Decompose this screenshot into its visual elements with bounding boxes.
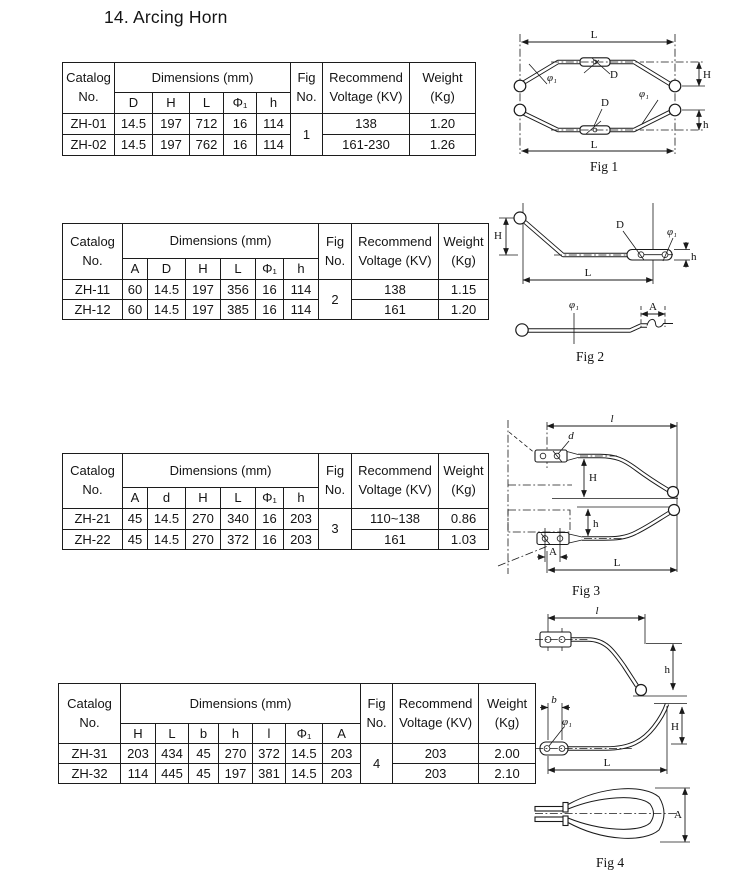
fig1-label-L-bottom: L bbox=[590, 139, 598, 151]
fig1-ball-left-bottom bbox=[514, 104, 526, 116]
cell-voltage: 138 bbox=[323, 114, 410, 135]
table-row bbox=[63, 135, 476, 156]
header-weight: Weight (Kg) bbox=[439, 224, 489, 280]
fig1-label-D-top: D bbox=[610, 69, 618, 81]
cell-dim: 197 bbox=[186, 280, 221, 300]
fig3-label-d: d bbox=[568, 430, 574, 442]
fig1-label-h: h bbox=[703, 119, 709, 131]
cell-weight: 1.20 bbox=[439, 300, 489, 320]
dim-col-header: H bbox=[153, 93, 190, 114]
header-fig-no: Fig No. bbox=[291, 63, 323, 114]
dim-col-header: L bbox=[156, 724, 189, 744]
cell-dim: 197 bbox=[153, 135, 190, 156]
cell-fig-no: 2 bbox=[319, 280, 352, 320]
fig1-label-phi1-top: φ₁ bbox=[547, 72, 557, 84]
page-title: 14. Arcing Horn bbox=[104, 7, 228, 27]
table-row bbox=[63, 114, 476, 135]
header-voltage: Recommend Voltage (KV) bbox=[323, 63, 410, 114]
cell-weight: 2.00 bbox=[479, 744, 536, 764]
cell-dim: 114 bbox=[284, 300, 319, 320]
fig2-label-A: A bbox=[649, 301, 657, 313]
dim-col-header: h bbox=[284, 259, 319, 280]
fig3-dimensions bbox=[537, 426, 677, 570]
fig4-ball bbox=[636, 685, 647, 696]
header-fig-no: Fig No. bbox=[319, 454, 352, 509]
fig2-label-H: H bbox=[494, 230, 502, 242]
cell-dim: 60 bbox=[123, 280, 148, 300]
fig3-label-l: l bbox=[610, 413, 614, 425]
cell-fig-no: 3 bbox=[319, 509, 352, 550]
dim-col-header: Φ₁ bbox=[256, 259, 284, 280]
fig3-label-H: H bbox=[589, 472, 597, 484]
dim-col-header: Φ₁ bbox=[286, 724, 323, 744]
cell-dim: 114 bbox=[284, 280, 319, 300]
dim-col-header: L bbox=[221, 259, 256, 280]
spec-table-fig2 bbox=[62, 223, 489, 320]
fig1-label-phi1-bottom: φ₁ bbox=[639, 88, 649, 100]
cell-voltage: 161 bbox=[352, 300, 439, 320]
cell-dim: 381 bbox=[253, 764, 286, 784]
cell-dim: 762 bbox=[190, 135, 224, 156]
cell-dim: 372 bbox=[221, 530, 256, 550]
fig1-bottom-horn bbox=[514, 100, 681, 134]
fig4-drawing bbox=[492, 600, 748, 852]
cell-weight: 0.86 bbox=[439, 509, 489, 530]
cell-dim: 712 bbox=[190, 114, 224, 135]
fig2-caption: Fig 2 bbox=[576, 349, 605, 364]
dim-col-header: d bbox=[148, 488, 186, 509]
fig1-dimensions bbox=[522, 42, 700, 151]
cell-catalog: ZH-11 bbox=[63, 280, 123, 300]
cell-dim: 14.5 bbox=[148, 530, 186, 550]
fig3-ball-bottom bbox=[669, 505, 680, 516]
cell-voltage: 203 bbox=[393, 744, 479, 764]
cell-dim: 356 bbox=[221, 280, 256, 300]
fig4-view1 bbox=[535, 614, 687, 696]
cell-voltage: 161-230 bbox=[323, 135, 410, 156]
dim-col-header: D bbox=[115, 93, 153, 114]
fig3-label-h: h bbox=[593, 518, 599, 530]
fig3-extension-lines bbox=[498, 420, 677, 574]
dim-col-header: A bbox=[123, 259, 148, 280]
cell-dim: 14.5 bbox=[148, 300, 186, 320]
fig4-caption: Fig 4 bbox=[596, 855, 625, 870]
fig4-label-H: H bbox=[671, 721, 679, 733]
fig3-label-L: L bbox=[613, 557, 621, 569]
fig1-extension-lines bbox=[520, 34, 705, 154]
header-dimensions: Dimensions (mm) bbox=[121, 684, 361, 724]
dim-col-header: b bbox=[189, 724, 219, 744]
fig1-label-D-bottom: D bbox=[601, 97, 609, 109]
fig3-label-A: A bbox=[549, 546, 557, 558]
cell-dim: 14.5 bbox=[286, 744, 323, 764]
header-weight: Weight (Kg) bbox=[439, 454, 489, 509]
cell-dim: 60 bbox=[123, 300, 148, 320]
cell-dim: 14.5 bbox=[148, 509, 186, 530]
table-row bbox=[59, 744, 536, 764]
fig4-view3 bbox=[535, 788, 690, 842]
header-dimensions: Dimensions (mm) bbox=[115, 63, 291, 93]
dim-col-header: h bbox=[219, 724, 253, 744]
fig1-ball-right-bottom bbox=[669, 104, 681, 116]
cell-dim: 197 bbox=[153, 114, 190, 135]
cell-dim: 45 bbox=[189, 744, 219, 764]
header-voltage: Recommend Voltage (KV) bbox=[352, 454, 439, 509]
cell-catalog: ZH-32 bbox=[59, 764, 121, 784]
cell-dim: 203 bbox=[323, 764, 361, 784]
cell-weight: 1.03 bbox=[439, 530, 489, 550]
cell-dim: 45 bbox=[189, 764, 219, 784]
spec-table-fig1 bbox=[62, 62, 476, 156]
fig2-dimensions bbox=[506, 218, 686, 314]
header-fig-no: Fig No. bbox=[361, 684, 393, 744]
fig4-label-A: A bbox=[674, 809, 682, 821]
cell-dim: 16 bbox=[224, 114, 257, 135]
header-weight: Weight (Kg) bbox=[410, 63, 476, 114]
cell-dim: 270 bbox=[186, 509, 221, 530]
cell-catalog: ZH-02 bbox=[63, 135, 115, 156]
fig1-label-H: H bbox=[703, 69, 711, 81]
cell-dim: 203 bbox=[121, 744, 156, 764]
header-dimensions: Dimensions (mm) bbox=[123, 224, 319, 259]
cell-catalog: ZH-31 bbox=[59, 744, 121, 764]
dim-col-header: L bbox=[221, 488, 256, 509]
dim-col-header: D bbox=[148, 259, 186, 280]
dim-col-header: h bbox=[284, 488, 319, 509]
fig3-drawing bbox=[492, 410, 748, 578]
fig3-lower-horn bbox=[537, 505, 680, 563]
cell-catalog: ZH-22 bbox=[63, 530, 123, 550]
fig3-upper-horn bbox=[535, 441, 679, 499]
table-row bbox=[59, 764, 536, 784]
cell-dim: 14.5 bbox=[148, 280, 186, 300]
cell-dim: 197 bbox=[186, 300, 221, 320]
header-dimensions: Dimensions (mm) bbox=[123, 454, 319, 488]
cell-dim: 270 bbox=[186, 530, 221, 550]
dim-col-header: Φ₁ bbox=[224, 93, 257, 114]
cell-dim: 16 bbox=[256, 300, 284, 320]
fig2-extension-lines bbox=[499, 203, 690, 284]
dim-col-header: A bbox=[123, 488, 148, 509]
fig2-label-h: h bbox=[691, 251, 697, 263]
fig1-ball-left-top bbox=[514, 80, 526, 92]
cell-dim: 445 bbox=[156, 764, 189, 784]
cell-dim: 16 bbox=[224, 135, 257, 156]
fig4-view2 bbox=[535, 703, 687, 774]
cell-dim: 114 bbox=[257, 114, 291, 135]
cell-dim: 203 bbox=[284, 530, 319, 550]
cell-fig-no: 1 bbox=[291, 114, 323, 156]
spec-table-fig3 bbox=[62, 453, 489, 550]
fig2-ball bbox=[514, 212, 526, 224]
header-voltage: Recommend Voltage (KV) bbox=[352, 224, 439, 280]
fig1-label-L-top: L bbox=[590, 29, 598, 41]
fig4-label-l: l bbox=[595, 605, 599, 617]
dim-col-header: A bbox=[323, 724, 361, 744]
cell-catalog: ZH-01 bbox=[63, 114, 115, 135]
dim-col-header: Φ₁ bbox=[256, 488, 284, 509]
cell-dim: 14.5 bbox=[115, 135, 153, 156]
fig3-clamp-top bbox=[535, 450, 567, 462]
dim-col-header: L bbox=[190, 93, 224, 114]
cell-dim: 203 bbox=[284, 509, 319, 530]
fig4-label-L: L bbox=[603, 757, 611, 769]
header-catalog-no: Catalog No. bbox=[63, 224, 123, 280]
fig3-phantom-box bbox=[508, 510, 570, 532]
header-weight: Weight (Kg) bbox=[479, 684, 536, 744]
cell-dim: 16 bbox=[256, 280, 284, 300]
dim-col-header: l bbox=[253, 724, 286, 744]
fig2-upper-horn bbox=[514, 212, 673, 261]
fig4-label-phi1: φ₁ bbox=[562, 716, 572, 728]
fig3-caption: Fig 3 bbox=[572, 583, 601, 598]
cell-dim: 270 bbox=[219, 744, 253, 764]
fig1-caption: Fig 1 bbox=[590, 159, 619, 174]
cell-weight: 2.10 bbox=[479, 764, 536, 784]
fig2-label-phi1-bottom: φ₁ bbox=[569, 299, 579, 311]
fig2-label-D: D bbox=[616, 219, 624, 231]
cell-weight: 1.20 bbox=[410, 114, 476, 135]
fig2-ball-side bbox=[516, 324, 528, 336]
cell-dim: 16 bbox=[256, 509, 284, 530]
cell-dim: 45 bbox=[123, 530, 148, 550]
header-catalog-no: Catalog No. bbox=[63, 454, 123, 509]
cell-dim: 340 bbox=[221, 509, 256, 530]
cell-dim: 114 bbox=[121, 764, 156, 784]
fig1-ball-right-top bbox=[669, 80, 681, 92]
fig2-drawing bbox=[492, 198, 748, 350]
fig4-label-b: b bbox=[551, 694, 557, 706]
cell-voltage: 138 bbox=[352, 280, 439, 300]
cell-weight: 1.26 bbox=[410, 135, 476, 156]
header-catalog-no: Catalog No. bbox=[59, 684, 121, 744]
cell-dim: 372 bbox=[253, 744, 286, 764]
cell-dim: 197 bbox=[219, 764, 253, 784]
cell-dim: 14.5 bbox=[115, 114, 153, 135]
table-row bbox=[63, 530, 489, 550]
fig2-label-phi1-top: φ₁ bbox=[667, 226, 677, 238]
dim-col-header: h bbox=[257, 93, 291, 114]
table-row bbox=[63, 300, 489, 320]
cell-dim: 14.5 bbox=[286, 764, 323, 784]
cell-dim: 45 bbox=[123, 509, 148, 530]
cell-dim: 434 bbox=[156, 744, 189, 764]
cell-voltage: 161 bbox=[352, 530, 439, 550]
fig1-top-horn bbox=[514, 58, 681, 92]
cell-weight: 1.15 bbox=[439, 280, 489, 300]
fig4-label-h: h bbox=[664, 664, 670, 676]
dim-col-header: H bbox=[121, 724, 156, 744]
cell-voltage: 110~138 bbox=[352, 509, 439, 530]
dim-col-header: H bbox=[186, 259, 221, 280]
cell-dim: 114 bbox=[257, 135, 291, 156]
cell-catalog: ZH-12 bbox=[63, 300, 123, 320]
header-fig-no: Fig No. bbox=[319, 224, 352, 280]
cell-dim: 385 bbox=[221, 300, 256, 320]
header-catalog-no: Catalog No. bbox=[63, 63, 115, 114]
dim-col-header: H bbox=[186, 488, 221, 509]
cell-catalog: ZH-21 bbox=[63, 509, 123, 530]
fig1-drawing bbox=[496, 24, 748, 158]
header-voltage: Recommend Voltage (KV) bbox=[393, 684, 479, 744]
spec-table-fig4 bbox=[58, 683, 536, 784]
fig2-label-L: L bbox=[584, 267, 592, 279]
table-row bbox=[63, 280, 489, 300]
table-row bbox=[63, 509, 489, 530]
cell-dim: 16 bbox=[256, 530, 284, 550]
cell-voltage: 203 bbox=[393, 764, 479, 784]
cell-dim: 203 bbox=[323, 744, 361, 764]
cell-fig-no: 4 bbox=[361, 744, 393, 784]
fig3-ball-top bbox=[668, 487, 679, 498]
